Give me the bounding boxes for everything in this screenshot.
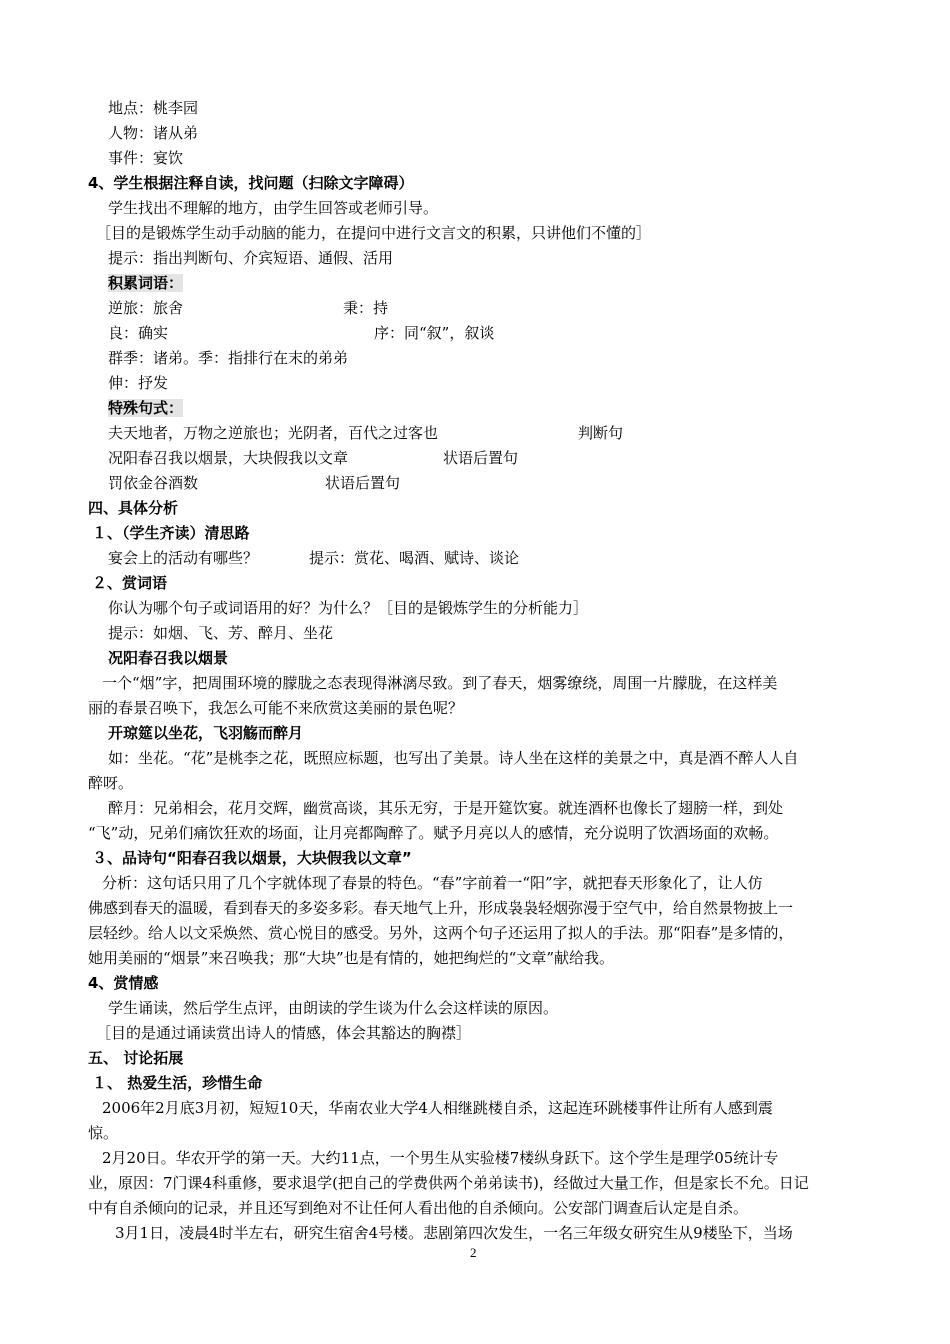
text-line: 醉呀。 bbox=[88, 774, 134, 792]
text-line: ［目的是锻炼学生动手动脑的能力，在提问中进行文言文的积累，只讲他们不懂的］ bbox=[96, 224, 652, 242]
text-line: 学生诵读，然后学生点评，由朗读的学生谈为什么会这样读的原因。 bbox=[108, 999, 559, 1017]
page-number: 2 bbox=[470, 1245, 477, 1260]
text-line: 2006年2月底3月初，短短10天，华南农业大学4人相继跳楼自杀，这起连环跳楼事件让所有人感到震 bbox=[102, 1099, 773, 1117]
section-heading: １、（学生齐读）清思路 bbox=[92, 524, 250, 542]
text-line: 如：坐花。“花”是桃李之花，既照应标题，也写出了美景。诗人坐在这样的美景之中，真是酒不醉人人自 bbox=[108, 749, 799, 767]
text-line: 她用美丽的“烟景”来召唤我；那“大块”也是有情的，她把绚烂的“文章”献给我。 bbox=[88, 949, 615, 967]
subheading: 特殊句式： bbox=[108, 399, 184, 417]
subheading: 况阳春召我以烟景 bbox=[108, 649, 229, 667]
text-line: 2月20日。华农开学的第一天。大约11点，一个男生从实验楼7楼纵身跃下。这个学生是理学05统计专 bbox=[102, 1149, 779, 1167]
subheading: 积累词语： bbox=[108, 274, 184, 292]
text-line: 你认为哪个句子或词语用的好？为什么？［目的是锻炼学生的分析能力］ bbox=[108, 599, 589, 617]
text-line: 分析：这句话只用了几个字就体现了春景的特色。“春”字前着一“阳”字，就把春天形象化了，让人仿 bbox=[102, 874, 763, 892]
text-line: 提示：指出判断句、介宾短语、通假、活用 bbox=[108, 249, 394, 267]
text-line: 丽的春景召唤下，我怎么可能不来欣赏这美丽的景色呢？ bbox=[88, 699, 464, 717]
text-line: 3月1日，凌晨4时半左右，研究生宿舍4号楼。悲剧第四次发生，一名三年级女研究生从9楼坠下，当场 bbox=[115, 1224, 793, 1242]
text-line: 群季：诸弟。季：指排行在末的弟弟 bbox=[108, 349, 349, 367]
text-line: 人物：诸从弟 bbox=[108, 124, 199, 142]
text-line: 佛感到春天的温暖，看到春天的多姿多彩。春天地气上升，形成袅袅轻烟弥漫于空气中，给自然景物披上一 bbox=[88, 899, 794, 917]
section-heading: 五、 讨论拓展 bbox=[88, 1049, 184, 1067]
section-heading: ３、品诗句“阳春召我以烟景，大块假我以文章” bbox=[92, 849, 412, 867]
section-heading: 4、学生根据注释自读，找问题（扫除文字障碍） bbox=[88, 174, 414, 192]
text-line: 况阳春召我以烟景，大块假我以文章 状语后置句 bbox=[108, 449, 519, 467]
text-line: 夫天地者，万物之逆旅也；光阴者，百代之过客也 判断句 bbox=[108, 424, 624, 442]
text-line: 层轻纱。给人以文采焕然、赏心悦目的感受。另外，这两个句子还运用了拟人的手法。那“阳春”是多情的， bbox=[88, 924, 794, 942]
text-line: 惊。 bbox=[88, 1124, 119, 1142]
section-heading: 4、赏情感 bbox=[88, 974, 159, 992]
text-line: 事件：宴饮 bbox=[108, 149, 184, 167]
text-line: 一个“烟”字，把周围环境的朦胧之态表现得淋漓尽致。到了春天，烟雾缭绕，周围一片朦胧，在这样美 bbox=[102, 674, 778, 692]
section-heading: １、 热爱生活，珍惜生命 bbox=[92, 1074, 263, 1092]
text-line: 逆旅：旅舍 秉：持 bbox=[108, 299, 389, 317]
text-line: 醉月：兄弟相会，花月交辉，幽赏高谈，其乐无穷，于是开筵饮宴。就连酒杯也像长了翅膀一样，到处 bbox=[108, 799, 784, 817]
text-line: 提示：如烟、飞、芳、醉月、坐花 bbox=[108, 624, 334, 642]
subheading: 开琼筵以坐花，飞羽觞而醉月 bbox=[108, 724, 304, 742]
text-line: 中有自杀倾向的记录，并且还写到绝对不让任何人看出他的自杀倾向。公安部门调查后认定是自杀。 bbox=[88, 1199, 749, 1217]
text-line: 学生找出不理解的地方，由学生回答或老师引导。 bbox=[108, 199, 439, 217]
text-line: ［目的是通过诵读赏出诗人的情感，体会其豁达的胸襟］ bbox=[96, 1024, 472, 1042]
text-line: 良：确实 序：同“叙”，叙谈 bbox=[108, 324, 495, 342]
text-line: 地点：桃李园 bbox=[108, 99, 199, 117]
text-line: 业，原因：7门课4科重修，要求退学(把自己的学费供两个弟弟读书)，经做过大量工作，但是家长不允。日记 bbox=[88, 1174, 809, 1192]
text-line: 宴会上的活动有哪些？ 提示：赏花、喝酒、赋诗、谈论 bbox=[108, 549, 520, 567]
section-heading: ２、赏词语 bbox=[92, 574, 168, 592]
text-line: 罚依金谷酒数 状语后置句 bbox=[108, 474, 401, 492]
text-line: 伸：抒发 bbox=[108, 374, 169, 392]
text-line: “飞”动，兄弟们痛饮狂欢的场面，让月亮都陶醉了。赋予月亮以人的感情，充分说明了饮酒场面的欢畅。 bbox=[88, 824, 779, 842]
section-heading: 四、具体分析 bbox=[88, 499, 179, 517]
